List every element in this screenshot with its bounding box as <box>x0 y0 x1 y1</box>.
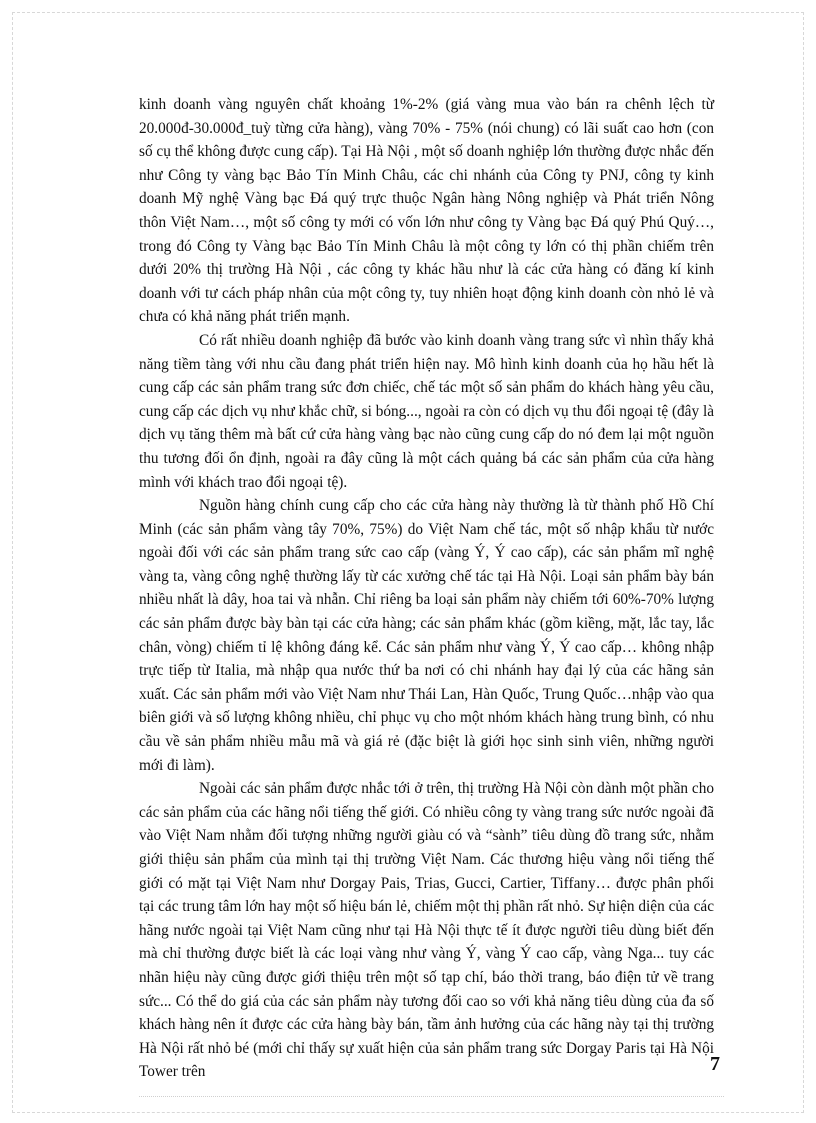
page-number: 7 <box>710 1053 720 1075</box>
paragraph-1: kinh doanh vàng nguyên chất khoảng 1%-2% (giá vàng mua vào bán ra chênh lệch từ 20.000đ-30.000đ_tuỳ từng cửa hàng), vàng 70% - 75% (nói chung) có lãi suất cao hơn (con số cụ thể không được cung cấp). Tại Hà Nội , một số doanh nghiệp lớn thường được nhắc đến như Công ty vàng bạc Bảo Tín Minh Châu, các chi nhánh của Công ty PNJ, công ty kinh doanh Mỹ nghệ Vàng bạc Đá quý trực thuộc Ngân hàng Nông nghiệp và Phát triển Nông thôn Việt Nam…, một số công ty mới có vốn lớn như công ty Vàng bạc Đá quý Phú Quý…, trong đó Công ty Vàng bạc Bảo Tín Minh Châu là một công ty lớn có thị phần chiếm trên dưới 20% thị trường Hà Nội , các công ty khác hầu như là các cửa hàng có đăng kí kinh doanh với tư cách pháp nhân của một công ty, tuy nhiên hoạt động kinh doanh còn nhỏ lẻ và chưa có khả năng phát triển mạnh. <box>139 96 714 326</box>
paragraph-3: Nguồn hàng chính cung cấp cho các cửa hàng này thường là từ thành phố Hồ Chí Minh (các sản phẩm vàng tây 70%, 75%) do Việt Nam chế tác, một số nhập khẩu từ nước ngoài đối với các sản phẩm trang sức cao cấp (vàng Ý, Ý cao cấp), các sản phẩm mĩ nghệ vàng ta, vàng công nghệ thường lấy từ các xưởng chế tác tại Hà Nội. Loại sản phẩm bày bán nhiều nhất là dây, hoa tai và nhẫn. Chỉ riêng ba loại sản phẩm này chiếm tới 60%-70% lượng các sản phẩm được bày bàn tại các cửa hàng; các sản phẩm khác (gồm kiềng, mặt, lắc tay, lắc chân, vòng) chiếm tỉ lệ không đáng kể. Các sản phẩm như vàng Ý, Ý cao cấp… không nhập trực tiếp từ Italia, mà nhập qua nước thứ ba nơi có chi nhánh hay đại lý của các hãng sản xuất. Các sản phẩm mới vào Việt Nam như Thái Lan, Hàn Quốc, Trung Quốc…nhập vào qua biên giới và số lượng không nhiều, chỉ phục vụ cho một nhóm khách hàng trung bình, có nhu cầu về sản phẩm nhiều mẫu mã và giá rẻ (đặc biệt là giới học sinh sinh viên, những người mới đi làm). <box>139 497 714 774</box>
document-body <box>139 93 714 1084</box>
footer-rule <box>139 1096 724 1097</box>
paragraph-2: Có rất nhiều doanh nghiệp đã bước vào kinh doanh vàng trang sức vì nhìn thấy khả năng tiềm tàng với nhu cầu đang phát triển hiện nay. Mô hình kinh doanh của họ hầu hết là cung cấp các sản phẩm trang sức đơn chiếc, chế tác một số sản phẩm do khách hàng yêu cầu, cung cấp các dịch vụ như khắc chữ, si bóng..., ngoài ra còn có dịch vụ thu đổi ngoại tệ (đây là dịch vụ tăng thêm mà bất cứ cửa hàng vàng bạc nào cũng cung cấp do nó đem lại một nguồn thu tương đối ổn định, ngoài ra đây cũng là một cách quảng bá các sản phẩm của cửa hàng mình với khách trao đổi ngoại tệ). <box>139 331 714 491</box>
paragraph-4: Ngoài các sản phẩm được nhắc tới ở trên, thị trường Hà Nội còn dành một phần cho các sản phẩm của các hãng nổi tiếng thế giới. Có nhiều công ty vàng trang sức nước ngoài đã vào Việt Nam nhằm đối tượng những người giàu có và “sành” tiêu dùng đồ trang sức, nhằm giới thiệu sản phẩm của mình tại thị trường Việt Nam. Các thương hiệu vàng nổi tiếng thế giới có mặt tại Việt Nam như Dorgay Pais, Trias, Gucci, Cartier, Tiffany… được phân phối tại các trung tâm lớn hay một số hiệu bán lẻ, chiếm một thị phần rất nhỏ. Sự hiện diện của các hãng nước ngoài tại Việt Nam cũng như tại Hà Nội thực tế ít được người tiêu dùng biết đến mà chỉ thường được biết là các loại vàng như vàng Ý, vàng Ý cao cấp, vàng Nga... tuy các nhãn hiệu này cũng được giới thiệu trên một số tạp chí, báo thời trang, báo điện tử về trang sức... Có thể do giá của các sản phẩm này tương đối cao so với khả năng tiêu dùng của đa số khách hàng nên ít được các cửa hàng bày bán, tầm ảnh hưởng của các hãng này tại thị trường Hà Nội rất nhỏ bé (mới chỉ thấy sự xuất hiện của sản phẩm trang sức Dorgay Paris tại Hà Nội Tower trên <box>139 780 714 1081</box>
